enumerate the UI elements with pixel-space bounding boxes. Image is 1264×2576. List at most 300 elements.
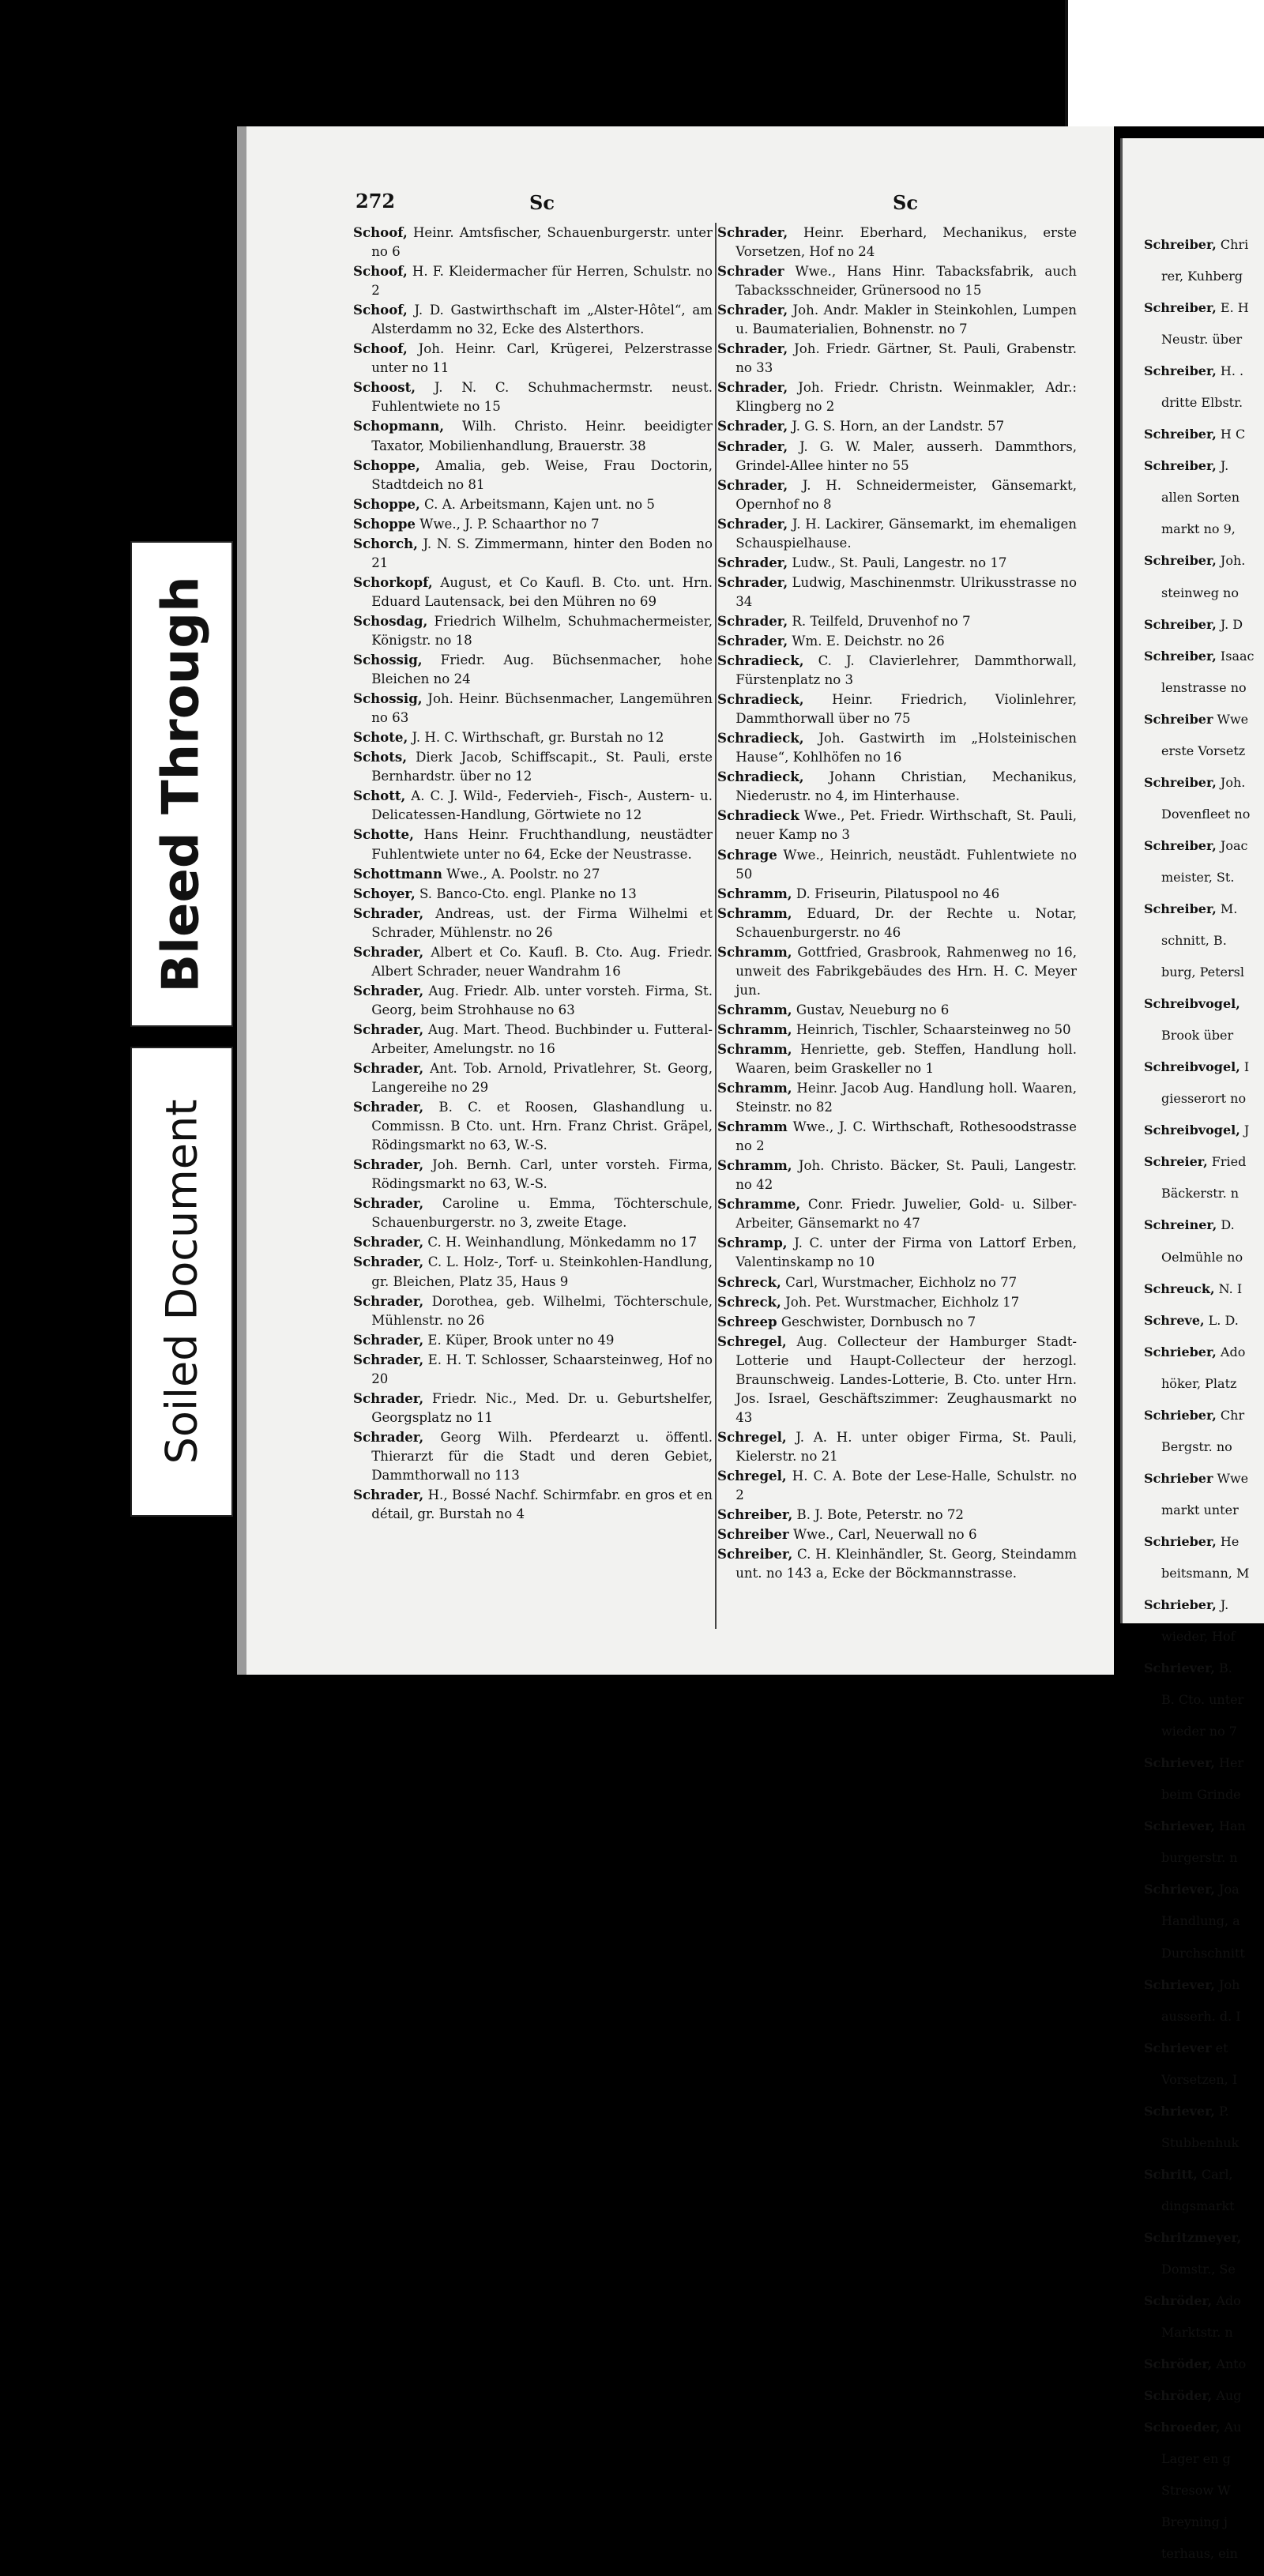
entry-surname: Schossig,: [353, 652, 423, 668]
directory-entry: [717, 339, 1077, 378]
directory-entry: [353, 864, 713, 884]
entry-details: Friedr. Aug. Büchsenmacher, hohe Bleichen no 24: [371, 652, 713, 687]
directory-entry: [1144, 1564, 1264, 1583]
entry-details: Conr. Friedr. Juwelier, Gold- u. Silber-Arbeiter, Gänsemarkt no 47: [735, 1197, 1077, 1232]
entry-surname: Schrader,: [353, 1351, 424, 1367]
entry-details: J. G. W. Maler, ausserh. Dammthors, Grindel-Allee hinter no 55: [735, 438, 1077, 473]
directory-entry: [717, 690, 1077, 728]
entry-details: Wwe., J. P. Schaarthor no 7: [415, 516, 600, 532]
entry-details: Wilh. Christo. Heinr. beeidigter Taxator, Mobilienhandlung, Brauerstr. 38: [371, 419, 713, 453]
entry-details: beitsmann, M: [1161, 1565, 1250, 1581]
entry-details: Eduard, Dr. der Rechte u. Notar, Schauenburgerstr. no 46: [735, 905, 1077, 940]
entry-surname: Schrader,: [353, 1390, 424, 1406]
directory-entry: [353, 1485, 713, 1524]
entry-details: wieder no 7: [1161, 1724, 1237, 1739]
directory-entry: [717, 611, 1077, 631]
directory-entry: [1144, 584, 1264, 603]
entry-surname: Schrader,: [717, 632, 788, 649]
directory-entry: [353, 689, 713, 728]
directory-entry: [717, 514, 1077, 553]
directory-entry: [1144, 2007, 1264, 2026]
entry-details: Ado: [1212, 2293, 1241, 2309]
entry-surname: Schramm,: [717, 904, 792, 921]
entry-details: Joh.: [1216, 553, 1246, 569]
entry-surname: Schoppe,: [353, 457, 420, 473]
entry-details: Wwe., J. C. Wirthschaft, Rothesoodstrasse no 2: [735, 1119, 1077, 1154]
entry-details: Geschwister, Dornbusch no 7: [777, 1314, 976, 1329]
entry-details: P.: [1214, 2103, 1229, 2119]
directory-entry: [717, 904, 1077, 942]
directory-entry: [353, 611, 713, 650]
directory-entry: [1144, 425, 1264, 444]
entry-details: J. A. H. unter obiger Firma, St. Pauli, Kielerstr. no 21: [735, 1429, 1077, 1464]
directory-entry: [1144, 2039, 1264, 2058]
entry-surname: Schramm,: [717, 1001, 792, 1017]
entry-surname: Schrieber,: [1144, 1344, 1217, 1359]
directory-entry: [717, 1312, 1077, 1332]
entry-details: Aug. Friedr. Alb. unter vorsteh. Firma, St. Georg, beim Strohhause no 63: [371, 983, 713, 1017]
entry-surname: Schoppe,: [353, 495, 420, 512]
directory-entry: [1144, 1374, 1264, 1393]
entry-details: Chri: [1216, 237, 1249, 252]
directory-entry: [1144, 362, 1264, 381]
directory-entry: [1144, 1690, 1264, 1709]
entry-details: Joac: [1216, 837, 1248, 853]
directory-entry: [1144, 1280, 1264, 1299]
entry-surname: Schrader,: [353, 1254, 424, 1270]
directory-entry: [717, 553, 1077, 573]
entry-details: H C: [1216, 427, 1246, 442]
entry-details: Wwe., Hans Hinr. Tabacksfabrik, auch Tabacksschneider, Grünersood no 15: [735, 264, 1077, 299]
entry-details: Joh. Bernh. Carl, unter vorsteh. Firma, Rödingsmarkt no 63, W.-S.: [371, 1157, 713, 1192]
entry-details: markt unter: [1161, 1502, 1239, 1517]
directory-entry: [1144, 1026, 1264, 1045]
entry-details: H. .: [1216, 363, 1244, 379]
directory-entry: [717, 1078, 1077, 1117]
entry-surname: Schreep: [717, 1313, 777, 1329]
entry-details: Stubbenhuk: [1161, 2134, 1240, 2150]
directory-entry: [1144, 1912, 1264, 1931]
directory-entry: [1144, 488, 1264, 507]
entry-surname: Schreiber,: [1144, 300, 1217, 316]
entry-details: Heinr. Amtsfischer, Schauenburgerstr. unter no 6: [371, 225, 713, 260]
directory-entry: [1144, 1976, 1264, 1995]
directory-entry: [717, 631, 1077, 651]
directory-entry: [1144, 2513, 1264, 2532]
entry-details: Amalia, geb. Weise, Frau Doctorin, Stadtdeich no 81: [371, 457, 713, 492]
directory-entry: [353, 456, 713, 495]
margin-strip: [1066, 0, 1264, 126]
directory-entry: [1144, 2386, 1264, 2405]
directory-entry: [353, 1020, 713, 1059]
entry-surname: Schrader,: [353, 1099, 424, 1115]
entry-details: L. D.: [1204, 1312, 1239, 1328]
directory-entry: [353, 378, 713, 416]
entry-details: beim Grinde: [1161, 1787, 1241, 1803]
entry-details: Caroline u. Emma, Töchterschule, Schauenburgerstr. no 3, zweite Etage.: [371, 1196, 713, 1231]
entry-surname: Schoof,: [353, 224, 408, 240]
entry-details: J. C. unter der Firma von Lattorf Erben, Valentinskamp no 10: [735, 1235, 1077, 1270]
entry-details: E. Küper, Brook unter no 49: [423, 1332, 615, 1348]
directory-entry: [717, 1233, 1077, 1272]
directory-entry: [717, 300, 1077, 339]
directory-entry: [717, 223, 1077, 261]
entry-details: Handlung, a: [1161, 1913, 1240, 1929]
directory-entry: [717, 1466, 1077, 1505]
entry-surname: Schröder,: [1144, 2356, 1213, 2372]
entry-surname: Schrieber,: [1144, 1407, 1217, 1423]
entry-details: Durchschnitt: [1161, 1945, 1245, 1961]
entry-surname: Schradieck: [717, 807, 799, 824]
directory-entry: [353, 1252, 713, 1291]
entry-details: Joh. Gastwirth im „Holsteinischen Hause“, Kohlhöfen no 16: [735, 731, 1077, 765]
directory-entry: [353, 786, 713, 825]
directory-entry: [353, 261, 713, 300]
entry-surname: Schriever: [1144, 2040, 1212, 2055]
entry-details: J. D. Gastwirthschaft im „Alster-Hôtel“, am Alsterdamm no 32, Ecke des Alsterthors.: [371, 303, 713, 337]
directory-entry: [1144, 267, 1264, 286]
entry-details: J. H. C. Wirthschaft, gr. Burstah no 12: [408, 730, 664, 746]
entry-surname: Schramp,: [717, 1235, 788, 1251]
entry-details: Bäckerstr. n: [1161, 1186, 1240, 1202]
entry-details: Chr: [1216, 1407, 1245, 1423]
directory-entry: [1144, 235, 1264, 254]
entry-surname: Schreiber: [717, 1526, 789, 1543]
directory-entry: [717, 845, 1077, 884]
directory-entry: [1144, 1121, 1264, 1140]
entry-surname: Schoppe: [353, 515, 416, 532]
entry-surname: Schrader,: [717, 476, 788, 493]
entry-details: Joh. Pet. Wurstmacher, Eichholz 17: [781, 1294, 1020, 1310]
entry-details: et: [1211, 2040, 1228, 2055]
directory-entry: [353, 1194, 713, 1232]
directory-entry: [1144, 773, 1264, 792]
entry-surname: Schradieck,: [717, 769, 804, 785]
directory-entry: [353, 904, 713, 942]
directory-entry: [1144, 931, 1264, 950]
entry-details: Ado: [1216, 1344, 1246, 1359]
directory-entry: [1144, 2165, 1264, 2184]
entry-details: schnitt, B.: [1161, 933, 1227, 949]
directory-entry: [717, 378, 1077, 416]
entry-details: Joh. Heinr. Büchsenmacher, Langemühren no 63: [371, 691, 713, 726]
entry-surname: Schreibvogel,: [1144, 996, 1240, 1012]
entry-details: allen Sorten: [1161, 490, 1240, 506]
directory-entry: [1144, 1406, 1264, 1425]
directory-entry: [353, 981, 713, 1020]
entry-surname: Schott,: [353, 788, 406, 804]
entry-surname: Schreiber,: [1144, 774, 1217, 790]
entry-surname: Schreiber,: [1144, 837, 1217, 853]
directory-entry: [717, 1273, 1077, 1292]
directory-entry: [1144, 2070, 1264, 2089]
entry-surname: Schrader: [717, 263, 784, 280]
entry-details: Albert et Co. Kaufl. B. Cto. Aug. Friedr. Albert Schrader, neuer Wandrahm 16: [371, 944, 713, 979]
directory-entry: [717, 1427, 1077, 1466]
entry-surname: Schreiber,: [717, 1506, 793, 1523]
directory-entry: [1144, 710, 1264, 729]
entry-surname: Schossig,: [353, 690, 423, 707]
entry-surname: Schramm,: [717, 1157, 792, 1174]
entry-details: D.: [1217, 1217, 1235, 1233]
directory-entry: [717, 1525, 1077, 1544]
entry-details: Gottfried, Grasbrook, Rahmenweg no 16, unweit des Fabrikgebäudes des Hrn. H. C. Meyer jun.: [735, 944, 1077, 998]
directory-entry: [717, 651, 1077, 690]
entry-surname: Schrieber,: [1144, 1597, 1217, 1613]
directory-entry: [1144, 2418, 1264, 2437]
entry-details: Johann Christian, Mechanikus, Niederustr. no 4, im Hinterhause.: [735, 769, 1077, 804]
entry-details: J. G. S. Horn, an der Landstr. 57: [788, 419, 1005, 434]
directory-entry: [353, 1427, 713, 1485]
entry-surname: Schrader,: [353, 1021, 424, 1037]
entry-details: He: [1216, 1533, 1240, 1549]
directory-entry: [353, 300, 713, 339]
entry-surname: Schriever,: [1144, 1976, 1215, 1992]
entry-details: Wwe., Carl, Neuerwall no 6: [788, 1527, 977, 1543]
entry-details: Marktstr. n: [1161, 2325, 1233, 2341]
entry-details: erste Vorsetz: [1161, 743, 1246, 758]
entry-surname: Schradieck,: [717, 691, 804, 708]
directory-entry: [1144, 2481, 1264, 2500]
entry-surname: Schreibvogel,: [1144, 1123, 1240, 1138]
entry-details: B. C. et Roosen, Glashandlung u. Commissn. B Cto. unt. Hrn. Franz Christ. Gräpel, Rödingsmarkt no 63, W.-S.: [371, 1100, 713, 1153]
entry-details: E. H: [1216, 300, 1249, 316]
entry-details: Heinr. Friedrich, Violinlehrer, Dammthorwall über no 75: [735, 692, 1077, 727]
entry-details: J. H. Schneidermeister, Gänsemarkt, Opernhof no 8: [735, 477, 1077, 512]
entry-surname: Schreck,: [717, 1273, 781, 1290]
entry-details: A. C. J. Wild-, Federvieh-, Fisch-, Austern- u. Delicatessen-Handlung, Görtwiete no 12: [371, 788, 713, 823]
directory-entry: [1144, 393, 1264, 412]
directory-entry: [717, 1194, 1077, 1233]
directory-entry: [717, 1332, 1077, 1427]
entry-details: dingsmarkt: [1161, 2198, 1235, 2213]
entry-details: rer, Kuhberg: [1161, 269, 1243, 284]
entry-details: Joa: [1214, 1882, 1240, 1897]
directory-entry: [353, 1097, 713, 1155]
entry-details: S. Banco-Cto. engl. Planke no 13: [415, 886, 637, 901]
entry-details: D. Friseurin, Pilatuspool no 46: [792, 886, 1000, 901]
directory-entry: [717, 437, 1077, 476]
entry-details: Anto: [1212, 2356, 1247, 2372]
entry-details: Wm. E. Deichstr. no 26: [788, 633, 945, 649]
directory-entry: [1144, 1596, 1264, 1615]
directory-entry: [1144, 1532, 1264, 1551]
directory-entry: [353, 825, 713, 863]
page-number: 272: [356, 190, 396, 212]
entry-details: Vorsetzen, I: [1161, 2071, 1238, 2087]
directory-entry: [1144, 1438, 1264, 1457]
entry-surname: Schritt,: [1144, 2166, 1198, 2182]
entry-surname: Schrader,: [353, 904, 424, 921]
entry-surname: Schramm: [717, 1119, 788, 1135]
directory-entry: [1144, 805, 1264, 824]
entry-surname: Schreiner,: [1144, 1217, 1217, 1233]
entry-surname: Schregel,: [717, 1428, 787, 1445]
entry-details: Wwe: [1213, 1470, 1249, 1486]
entry-surname: Schrader,: [717, 418, 788, 434]
entry-details: Wwe., Heinrich, neustädt. Fuhlentwiete no 50: [735, 847, 1077, 882]
entry-details: Dorothea, geb. Wilhelmi, Töchterschule, Mühlenstr. no 26: [371, 1293, 713, 1328]
directory-entry: [1144, 742, 1264, 761]
soiled-document-label: Soiled Document: [156, 1099, 207, 1465]
entry-surname: Schrader,: [717, 554, 788, 570]
directory-entry: [353, 534, 713, 573]
directory-entry: [717, 261, 1077, 300]
entry-details: J.: [1216, 1597, 1229, 1613]
entry-surname: Schreck,: [717, 1293, 781, 1310]
entry-details: Heinr. Jacob Aug. Handlung holl. Waaren, Steinstr. no 82: [735, 1081, 1077, 1115]
directory-entry: [1144, 963, 1264, 982]
directory-entry: [1144, 2197, 1264, 2216]
directory-entry: [1144, 1501, 1264, 1520]
entry-surname: Schoof,: [353, 340, 408, 357]
entry-surname: Schreibvogel,: [1144, 1059, 1240, 1075]
entry-details: wieder, Hof: [1161, 1629, 1236, 1645]
entry-details: terhaus, ein: [1161, 2546, 1238, 2562]
running-head-right: Sc: [893, 191, 918, 214]
entry-surname: Schriever,: [1144, 1882, 1215, 1897]
entry-details: C. L. Holz-, Torf- u. Steinkohlen-Handlung, gr. Bleichen, Platz 35, Haus 9: [371, 1254, 713, 1289]
entry-details: giesserort no: [1161, 1091, 1247, 1107]
entry-surname: Schriever,: [1144, 1755, 1215, 1771]
directory-entry: [1144, 1311, 1264, 1330]
entry-surname: Schrieber: [1144, 1470, 1213, 1486]
entry-surname: Schreiber,: [717, 1546, 793, 1563]
directory-entry: [717, 1544, 1077, 1583]
directory-entry: [353, 1350, 713, 1389]
directory-entry: [1144, 1848, 1264, 1867]
entry-surname: Schreuck,: [1144, 1280, 1215, 1296]
directory-entry: [353, 942, 713, 981]
entry-surname: Schorkopf,: [353, 573, 433, 590]
entry-details: Aug. Mart. Theod. Buchbinder u. Futteral-Arbeiter, Amelungstr. no 16: [371, 1021, 713, 1056]
directory-entry: [353, 1292, 713, 1330]
facing-page-column: [1144, 223, 1264, 2576]
entry-details: Neustr. über: [1161, 332, 1243, 348]
entry-surname: Schreiber: [1144, 711, 1213, 727]
directory-entry: [353, 1232, 713, 1252]
entry-details: Ant. Tob. Arnold, Privatlehrer, St. Georg, Langereihe no 29: [371, 1061, 713, 1096]
directory-entry: [1144, 330, 1264, 349]
entry-surname: Schrader,: [353, 1292, 424, 1309]
entry-surname: Schrader,: [353, 1060, 424, 1077]
entry-details: N. I: [1214, 1280, 1243, 1296]
entry-details: B.: [1214, 1660, 1232, 1676]
entry-details: lenstrasse no: [1161, 679, 1247, 695]
entry-details: Joh. Friedr. Christn. Weinmakler, Adr.: Klingberg no 2: [735, 380, 1077, 415]
directory-entry: [1144, 1089, 1264, 1108]
entry-details: Aug: [1212, 2388, 1242, 2404]
entry-details: B. Cto. unter: [1161, 1692, 1244, 1708]
directory-entry: [1144, 1722, 1264, 1741]
entry-details: burgerstr. n: [1161, 1850, 1238, 1866]
entry-details: Han: [1214, 1818, 1246, 1834]
entry-details: ausserh. d. I: [1161, 2008, 1241, 2024]
column-divider: [715, 223, 717, 1629]
entry-surname: Schreier,: [1144, 1154, 1208, 1170]
directory-entry: [353, 514, 713, 534]
binding-edge: [1065, 0, 1068, 138]
entry-details: Heinr. Eberhard, Mechanikus, erste Vorsetzen, Hof no 24: [735, 225, 1077, 260]
directory-entry: [353, 495, 713, 514]
entry-details: höker, Platz: [1161, 1375, 1237, 1391]
entry-details: J. H. Lackirer, Gänsemarkt, im ehemaligen Schauspielhause.: [735, 516, 1077, 551]
entry-surname: Schroeder,: [1144, 2420, 1221, 2435]
entry-details: markt no 9,: [1161, 521, 1236, 537]
entry-details: Domstr., Se: [1161, 2262, 1236, 2277]
entry-surname: Schröder,: [1144, 2388, 1213, 2404]
entry-details: Joh. Friedr. Gärtner, St. Pauli, Grabenstr. no 33: [735, 341, 1077, 376]
entry-details: Lager en g: [1161, 2451, 1231, 2467]
directory-entry: [1144, 995, 1264, 1013]
directory-entry: [1144, 1817, 1264, 1836]
directory-entry: [1144, 679, 1264, 698]
entry-details: Wwe: [1213, 711, 1249, 727]
entry-details: Stresow W: [1161, 2483, 1231, 2499]
entry-surname: Schrader,: [717, 438, 788, 454]
entry-details: Joh. Heinr. Carl, Krügerei, Pelzerstrasse unter no 11: [371, 341, 713, 376]
entry-details: H., Bossé Nachf. Schirmfabr. en gros et en détail, gr. Burstah no 4: [371, 1487, 713, 1522]
right-column: [717, 223, 1077, 1583]
entry-details: Aug. Collecteur der Hamburger Stadt-Lotterie und Haupt-Collecteur der herzogl. Braunschweig. Landes-Lotterie, B. Cto. unter Hrn. Jos. Israel, Geschäftszimmer: Zeughausmarkt no 43: [735, 1333, 1077, 1425]
entry-details: meister, St.: [1161, 869, 1235, 885]
entry-surname: Schramm,: [717, 943, 792, 960]
entry-surname: Schreiber,: [1144, 616, 1217, 632]
entry-surname: Schrader,: [353, 1195, 424, 1212]
entry-surname: Schrader,: [717, 612, 788, 629]
directory-entry: [717, 476, 1077, 514]
directory-entry: [1144, 2450, 1264, 2469]
entry-details: Fried: [1207, 1154, 1247, 1170]
directory-entry: [353, 1155, 713, 1194]
entry-surname: Schreiber,: [1144, 648, 1217, 664]
entry-surname: Schottmann: [353, 865, 442, 882]
directory-entry: [353, 416, 713, 455]
entry-details: August, et Co Kaufl. B. Cto. unt. Hrn. Eduard Lautensack, bei den Mühren no 69: [371, 574, 713, 609]
directory-entry: [717, 1020, 1077, 1040]
directory-entry: [1144, 551, 1264, 570]
entry-surname: Schrieber,: [1144, 1533, 1217, 1549]
directory-entry: [353, 223, 713, 261]
entry-details: C. J. Clavierlehrer, Dammthorwall, Fürstenplatz no 3: [735, 653, 1077, 688]
directory-entry: [1144, 2544, 1264, 2563]
directory-entry: [1144, 837, 1264, 856]
directory-entry: [1144, 1153, 1264, 1171]
directory-entry: [1144, 457, 1264, 476]
entry-details: Oelmühle no: [1161, 1249, 1243, 1265]
directory-entry: [717, 728, 1077, 767]
entry-details: J. N. S. Zimmermann, hinter den Boden no 21: [371, 536, 713, 570]
left-column: [353, 223, 713, 1524]
directory-entry: [717, 1156, 1077, 1194]
entry-surname: Schrader,: [717, 340, 788, 357]
directory-entry: [1144, 647, 1264, 666]
entry-surname: Schritzmeyer,: [1144, 2229, 1242, 2245]
entry-details: Bergstr. no: [1161, 1438, 1232, 1454]
entry-surname: Schoyer,: [353, 885, 416, 901]
entry-surname: Schrader,: [717, 224, 788, 240]
entry-surname: Schoost,: [353, 379, 416, 396]
directory-entry: [1144, 1754, 1264, 1773]
entry-surname: Schots,: [353, 749, 408, 765]
entry-surname: Schriever,: [1144, 1818, 1215, 1834]
directory-entry: [1144, 2355, 1264, 2374]
entry-surname: Schrader,: [353, 1428, 424, 1445]
directory-entry: [1144, 2134, 1264, 2153]
directory-entry: [353, 339, 713, 378]
directory-entry: [1144, 900, 1264, 919]
soiled-document-stamp: [130, 1047, 233, 1517]
